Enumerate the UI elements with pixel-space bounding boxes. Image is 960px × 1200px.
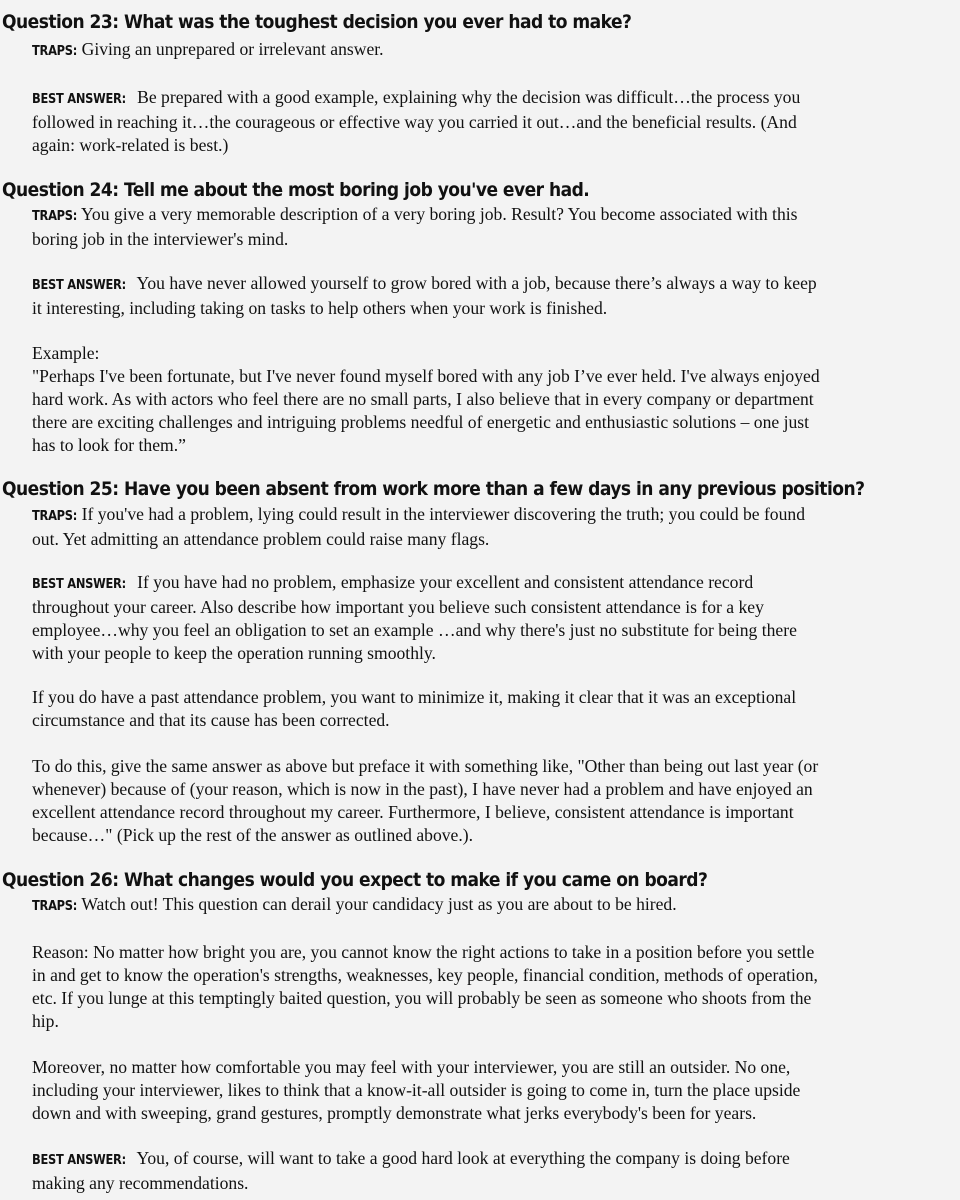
- paragraph-line: "Perhaps I've been fortunate, but I've never found myself bored with any job I’ve ever held. I've always enjoyed: [32, 366, 820, 386]
- paragraph-line: employee…why you feel an obligation to set an example …and why there's just no substitute for being there: [32, 620, 797, 640]
- question-26-heading: Question 26: What changes would you expect to make if you came on board?: [2, 869, 708, 891]
- paragraph-line: again: work-related is best.): [32, 135, 229, 155]
- paragraph-line: out. Yet admitting an attendance problem could raise many flags.: [32, 529, 490, 549]
- paragraph-line: If you do have a past attendance problem, you want to minimize it, making it clear that it was an exceptional: [32, 687, 797, 707]
- q23-traps-text: Giving an unprepared or irrelevant answer.: [81, 39, 384, 59]
- q24-best-answer: [32, 272, 932, 320]
- paragraph-line: TRAPS: You give a very memorable description of a very boring job. Result? You become associated with this: [32, 203, 932, 228]
- paragraph-line: whenever) because of (your reason, which is now in the past), I have never had a problem and have enjoyed an: [32, 779, 813, 799]
- paragraph-line: boring job in the interviewer's mind.: [32, 229, 289, 249]
- paragraph-line: To do this, give the same answer as above but preface it with something like, "Other than being out last year (or: [32, 756, 819, 776]
- paragraph-line: because…" (Pick up the rest of the answer as outlined above.).: [32, 825, 474, 845]
- question-23-heading: Question 23: What was the toughest decision you ever had to make?: [2, 11, 632, 33]
- q23-traps: [32, 38, 932, 63]
- q25-traps: [32, 503, 932, 551]
- q23-best-answer: [32, 86, 932, 157]
- paragraph-line: down and with sweeping, grand gestures, promptly demonstrate what jerks everybody's been for years.: [32, 1103, 757, 1123]
- q26-best-answer: [32, 1147, 932, 1195]
- question-24-heading: Question 24: Tell me about the most boring job you've ever had.: [2, 179, 590, 201]
- paragraph-line: BEST ANSWER: If you have had no problem, emphasize your excellent and consistent attendance record: [32, 571, 932, 596]
- paragraph-line: etc. If you lunge at this temptingly baited question, you will probably be seen as someone who shoots from the: [32, 988, 812, 1008]
- traps-label: TRAPS:: [32, 509, 78, 524]
- paragraph-line: with your people to keep the operation running smoothly.: [32, 643, 436, 663]
- q24-example: [32, 342, 932, 457]
- paragraph-line: throughout your career. Also describe how important you believe such consistent attendance is for a key: [32, 597, 764, 617]
- q25-preface: [32, 755, 932, 847]
- paragraph-line: Example:: [32, 343, 100, 363]
- paragraph-line: in and get to know the operation's strengths, weaknesses, key people, financial condition, methods of operation,: [32, 965, 818, 985]
- q26-moreover: [32, 1056, 932, 1125]
- q25-best-answer: [32, 571, 932, 665]
- best-answer-label: BEST ANSWER:: [32, 278, 126, 293]
- paragraph-line: BEST ANSWER: You, of course, will want to take a good hard look at everything the company is doing before: [32, 1147, 932, 1172]
- paragraph-line: has to look for them.”: [32, 435, 186, 455]
- paragraph-line: making any recommendations.: [32, 1173, 249, 1193]
- q26-traps-text: Watch out! This question can derail your candidacy just as you are about to be hired.: [81, 894, 677, 914]
- paragraph-line: there are exciting challenges and intriguing problems needful of energetic and enthusiastic solutions – one just: [32, 412, 810, 432]
- best-answer-label: BEST ANSWER:: [32, 1153, 126, 1168]
- traps-label: TRAPS:: [32, 209, 78, 224]
- paragraph-line: it interesting, including taking on tasks to help others when your work is finished.: [32, 298, 608, 318]
- paragraph-line: circumstance and that its cause has been corrected.: [32, 710, 390, 730]
- paragraph-line: followed in reaching it…the courageous or effective way you carried it out…and the beneficial results. (And: [32, 112, 797, 132]
- paragraph-line: BEST ANSWER: You have never allowed yourself to grow bored with a job, because there’s always a way to keep: [32, 272, 932, 297]
- q26-traps: [32, 893, 932, 918]
- paragraph-line: hip.: [32, 1011, 59, 1031]
- paragraph-line: Moreover, no matter how comfortable you may feel with your interviewer, you are still an outsider. No one,: [32, 1057, 791, 1077]
- traps-label: TRAPS:: [32, 44, 78, 59]
- question-25-heading: Question 25: Have you been absent from work more than a few days in any previous position?: [2, 478, 865, 500]
- q24-traps: [32, 203, 932, 251]
- traps-label: TRAPS:: [32, 899, 78, 914]
- q25-past-problem: [32, 686, 932, 732]
- best-answer-label: BEST ANSWER:: [32, 577, 126, 592]
- q26-reason: [32, 941, 932, 1033]
- paragraph-line: hard work. As with actors who feel there are no small parts, I also believe that in every company or department: [32, 389, 814, 409]
- paragraph-line: TRAPS: If you've had a problem, lying could result in the interviewer discovering the truth; you could be found: [32, 503, 932, 528]
- paragraph-line: including your interviewer, likes to think that a know-it-all outsider is going to come in, turn the place upside: [32, 1080, 801, 1100]
- paragraph-line: BEST ANSWER: Be prepared with a good example, explaining why the decision was difficult…the process you: [32, 86, 932, 111]
- best-answer-label: BEST ANSWER:: [32, 92, 126, 107]
- paragraph-line: excellent attendance record throughout my career. Furthermore, I believe, consistent attendance is important: [32, 802, 794, 822]
- paragraph-line: Reason: No matter how bright you are, you cannot know the right actions to take in a position before you settle: [32, 942, 815, 962]
